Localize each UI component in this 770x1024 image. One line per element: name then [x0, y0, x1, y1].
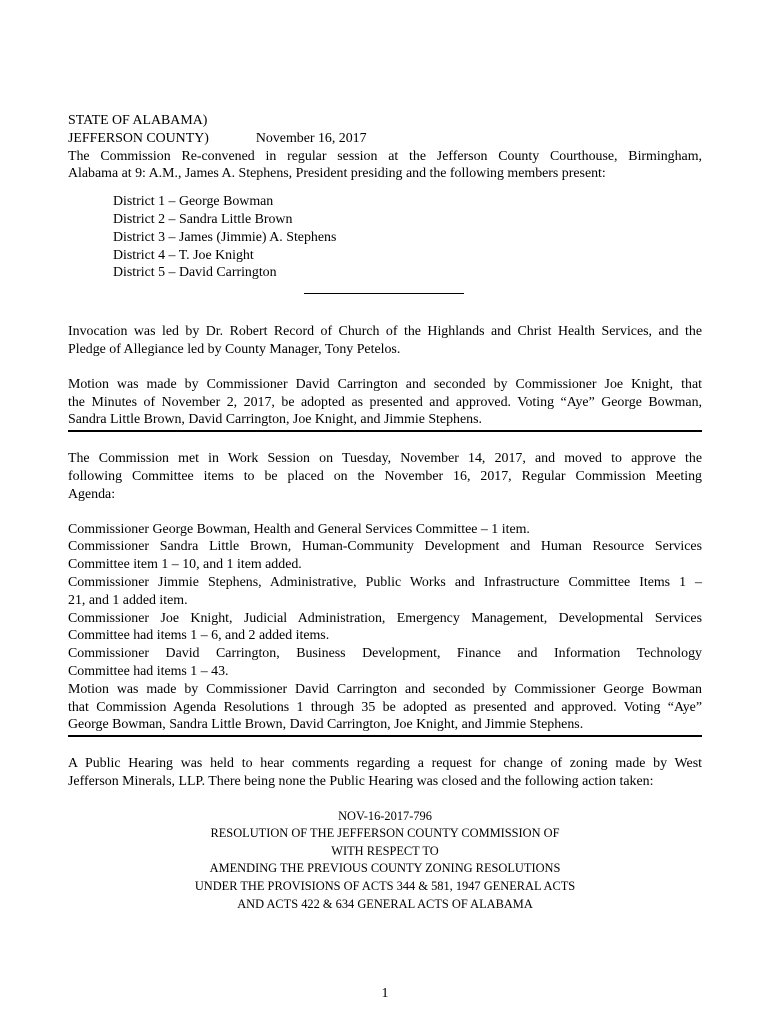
committee-line-4: Commissioner Jimmie Stephens, Administrative, Public Works and Infrastructure Committee Items 1 – [68, 574, 702, 590]
separator-line [304, 293, 464, 294]
minutes-motion-line-2: the Minutes of November 2, 2017, be adopted as presented and approved. Voting “Aye” George Bowman, [68, 394, 702, 410]
work-session-line-3: Agenda: [68, 486, 116, 502]
minutes-motion-paragraph [68, 376, 702, 429]
page-number: 1 [381, 986, 389, 1001]
resolution-title-line-5: AND ACTS 422 & 634 GENERAL ACTS OF ALABAMA [237, 896, 533, 911]
committee-line-3: Committee item 1 – 10, and 1 item added. [68, 557, 302, 573]
invocation-line-1: Invocation was led by Dr. Robert Record of Church of the Highlands and Christ Health Services, and the [68, 324, 702, 340]
work-session-line-2: following Committee items to be placed on the November 16, 2017, Regular Commission Meeting [68, 468, 702, 484]
public-hearing-line-2: Jefferson Minerals, LLP. There being none the Public Hearing was closed and the following action taken: [68, 773, 654, 789]
public-hearing-paragraph [68, 755, 702, 791]
county-label: JEFFERSON COUNTY) [68, 130, 209, 146]
invocation-line-2: Pledge of Allegiance led by County Manager, Tony Petelos. [68, 341, 401, 357]
document-page [68, 112, 702, 913]
member-district-5: District 5 – David Carrington [113, 265, 277, 281]
intro-line-2: Alabama at 9: A.M., James A. Stephens, President presiding and the following members present: [68, 166, 606, 182]
resolution-title-line-2: WITH RESPECT TO [331, 843, 439, 858]
committee-line-5: 21, and 1 added item. [68, 592, 188, 608]
committee-line-8: Commissioner David Carrington, Business Development, Finance and Information Technology [68, 646, 702, 662]
agenda-motion-line-1: Motion was made by Commissioner David Carrington and seconded by Commissioner George Bowman [68, 681, 702, 697]
committees-paragraph [68, 521, 702, 735]
committee-line-2: Commissioner Sandra Little Brown, Human-Community Development and Human Resource Services [68, 539, 702, 555]
resolution-title-line-3: AMENDING THE PREVIOUS COUNTY ZONING RESOLUTIONS [209, 861, 561, 876]
state-heading: STATE OF ALABAMA) [68, 113, 208, 128]
section-rule [68, 735, 702, 737]
agenda-motion-line-3: George Bowman, Sandra Little Brown, David Carrington, Joe Knight, and Jimmie Stephens. [68, 717, 584, 733]
resolution-number: NOV-16-2017-796 [338, 808, 432, 823]
meeting-date: November 16, 2017 [255, 130, 367, 146]
member-district-4: District 4 – T. Joe Knight [113, 247, 254, 263]
minutes-motion-line-3: Sandra Little Brown, David Carrington, Joe Knight, and Jimmie Stephens. [68, 412, 482, 428]
member-district-2: District 2 – Sandra Little Brown [113, 211, 293, 227]
intro-line-1: The Commission Re-convened in regular session at the Jefferson County Courthouse, Birmingham, [68, 148, 702, 164]
section-rule [68, 430, 702, 432]
member-district-3: District 3 – James (Jimmie) A. Stephens [113, 229, 337, 245]
committee-line-9: Committee had items 1 – 43. [68, 663, 229, 679]
resolution-heading [68, 808, 702, 914]
committee-line-7: Committee had items 1 – 6, and 2 added items. [68, 628, 330, 644]
minutes-motion-line-1: Motion was made by Commissioner David Carrington and seconded by Commissioner Joe Knight, that [68, 376, 702, 392]
work-session-paragraph [68, 450, 702, 503]
committee-line-6: Commissioner Joe Knight, Judicial Administration, Emergency Management, Developmental Services [68, 610, 702, 626]
resolution-title-line-4: UNDER THE PROVISIONS OF ACTS 344 & 581, 1947 GENERAL ACTS [194, 879, 576, 894]
work-session-line-1: The Commission met in Work Session on Tuesday, November 14, 2017, and moved to approve the [68, 451, 702, 467]
county-heading [68, 130, 702, 148]
public-hearing-line-1: A Public Hearing was held to hear comments regarding a request for change of zoning made by West [68, 756, 702, 772]
member-district-1: District 1 – George Bowman [113, 194, 274, 210]
agenda-motion-line-2: that Commission Agenda Resolutions 1 through 35 be adopted as presented and approved. Voting “Aye” [68, 699, 702, 715]
resolution-title-line-1: RESOLUTION OF THE JEFFERSON COUNTY COMMISSION OF [210, 826, 560, 841]
invocation-paragraph [68, 323, 702, 359]
committee-line-1: Commissioner George Bowman, Health and General Services Committee – 1 item. [68, 521, 530, 537]
members-list [113, 193, 702, 282]
